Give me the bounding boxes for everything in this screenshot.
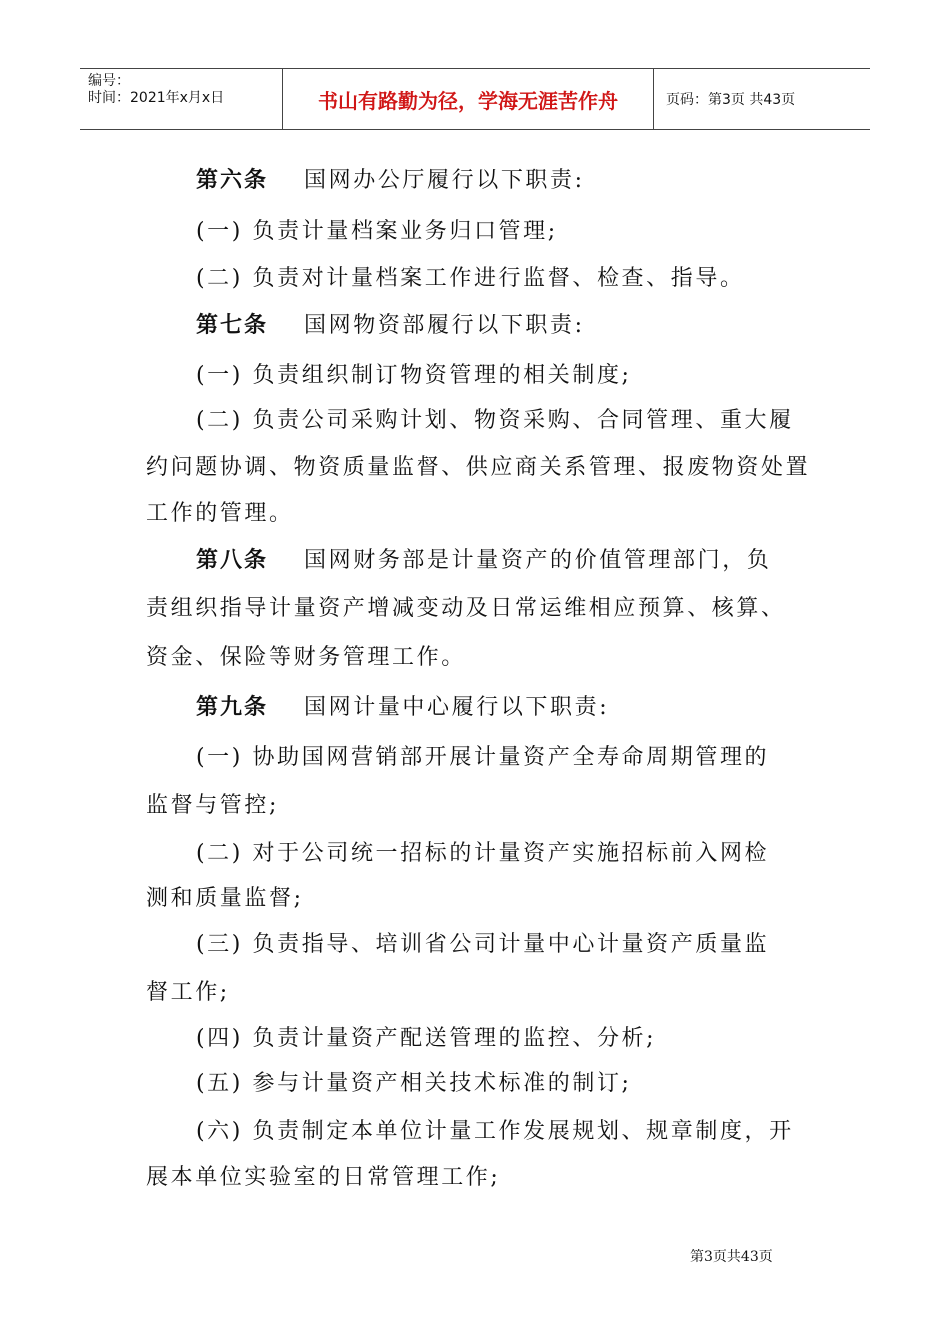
- article-6-text: 国网办公厅履行以下职责:: [304, 168, 585, 193]
- article-9-title: 第九条: [196, 694, 269, 720]
- page-footer: 第3页共43页: [690, 1249, 773, 1265]
- article-6-item-1: (一) 负责计量档案业务归口管理;: [196, 219, 558, 244]
- article-7-item-1: (一) 负责组织制订物资管理的相关制度;: [196, 363, 632, 388]
- article-8-title: 第八条: [196, 547, 269, 573]
- article-7-text: 国网物资部履行以下职责:: [304, 313, 585, 338]
- article-9-item-4: (四) 负责计量资产配送管理的监控、分析;: [196, 1026, 657, 1051]
- article-9-item-6-line-1: (六) 负责制定本单位计量工作发展规划、规章制度，开: [196, 1119, 794, 1144]
- article-7-item-2-line-1: (二) 负责公司采购计划、物资采购、合同管理、重大履: [196, 408, 794, 433]
- article-9-item-3-line-1: (三) 负责指导、培训省公司计量中心计量资产质量监: [196, 932, 770, 957]
- article-8-heading: [196, 545, 866, 576]
- article-8-line-3: 资金、保险等财务管理工作。: [146, 645, 466, 670]
- article-9-item-3-line-2: 督工作;: [146, 980, 230, 1005]
- article-9-heading: [196, 692, 866, 723]
- article-9-text: 国网计量中心履行以下职责:: [304, 695, 610, 720]
- article-8-line-2: 责组织指导计量资产增减变动及日常运维相应预算、核算、: [146, 596, 786, 621]
- article-9-item-2-line-2: 测和质量监督;: [146, 886, 304, 911]
- header-meta: [80, 69, 282, 129]
- article-9-item-1-line-1: (一) 协助国网营销部开展计量资产全寿命周期管理的: [196, 745, 770, 770]
- article-9-item-6-line-2: 展本单位实验室的日常管理工作;: [146, 1165, 501, 1190]
- article-8-line-1: 国网财务部是计量资产的价值管理部门，负: [304, 548, 772, 573]
- article-9-item-5: (五) 参与计量资产相关技术标准的制订;: [196, 1071, 632, 1096]
- article-7-title: 第七条: [196, 312, 269, 338]
- article-9-item-1-line-2: 监督与管控;: [146, 793, 280, 818]
- header-page-info: 页码：第3页 共43页: [666, 92, 796, 108]
- header-motto: 书山有路勤为径，学海无涯苦作舟: [282, 69, 654, 129]
- article-7-item-2-line-2: 约问题协调、物资质量监督、供应商关系管理、报废物资处置: [146, 455, 811, 480]
- date-label: 时间：2021年x月x日: [88, 90, 225, 106]
- article-6-title: 第六条: [196, 167, 269, 193]
- article-9-item-2-line-1: (二) 对于公司统一招标的计量资产实施招标前入网检: [196, 841, 770, 866]
- article-7-heading: [196, 310, 866, 341]
- page-header: [80, 68, 870, 130]
- article-7-item-2-line-3: 工作的管理。: [146, 501, 294, 526]
- article-6-item-2: (二) 负责对计量档案工作进行监督、检查、指导。: [196, 266, 745, 291]
- number-label: 编号：: [88, 73, 130, 89]
- article-6-heading: [196, 165, 866, 196]
